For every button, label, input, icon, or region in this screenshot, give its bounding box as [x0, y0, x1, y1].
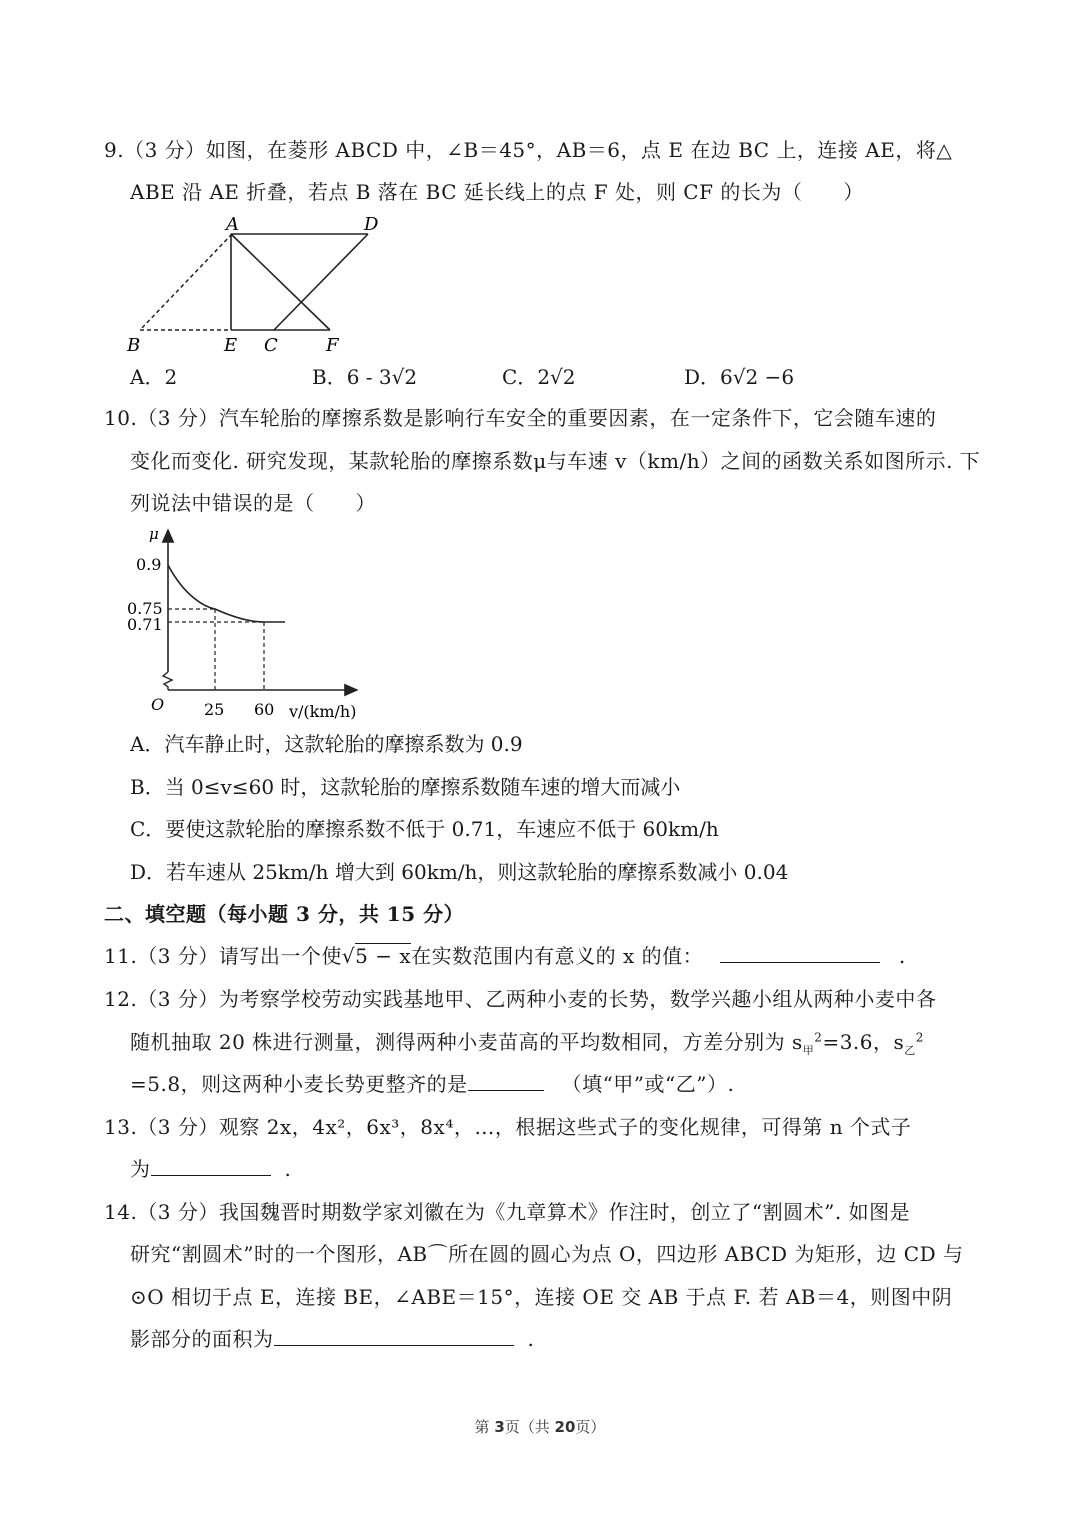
q11-text-after: 在实数范围内有意义的 x 的值：	[411, 944, 704, 968]
q12-text-2a: 随机抽取 20 株进行测量，测得两种小麦苗高的平均数相同，方差分别为 s	[130, 1030, 803, 1054]
line-cd	[274, 234, 368, 330]
q14-number: 14.	[104, 1200, 138, 1224]
option-label: A．	[130, 732, 165, 756]
option-label: C．	[130, 817, 166, 841]
q14-line2	[130, 1240, 963, 1268]
q13-text-1: 观察 2x，4x²，6x³，8x⁴，…，根据这些式子的变化规律，可得第 n 个式子	[218, 1115, 912, 1139]
label-a: A	[226, 214, 239, 235]
q14-text-4: 影部分的面积为	[130, 1327, 274, 1351]
option-label: C．	[502, 365, 538, 389]
origin-label: O	[151, 695, 165, 714]
q9-option-c[interactable]	[502, 363, 576, 391]
option-label: B．	[312, 365, 347, 389]
y-tick-071: 0.71	[127, 615, 163, 634]
q10-line3	[130, 489, 376, 517]
q12-line1	[104, 985, 936, 1013]
q10-option-c[interactable]	[130, 815, 719, 843]
q14-answer-blank[interactable]	[274, 1325, 514, 1346]
q9-text-1: 如图，在菱形 ABCD 中，∠B＝45°，AB＝6，点 E 在边 BC 上，连接 AE，将△	[205, 138, 953, 162]
q10-text-3: 列说法中错误的是（ ）	[130, 491, 376, 515]
label-c: C	[264, 335, 278, 356]
q14-score: （3 分）	[137, 1200, 219, 1224]
q12-text-2b: =3.6，s	[822, 1030, 905, 1054]
option-text: 6 - 3√2	[346, 365, 418, 389]
y-axis-label: μ	[149, 525, 159, 543]
q9-text-2: ABE 沿 AE 折叠，若点 B 落在 BC 延长线上的点 F 处，则 CF 的长为（ ）	[130, 180, 864, 204]
q9-option-b[interactable]	[312, 363, 417, 391]
q14-line1	[104, 1198, 910, 1226]
q13-number: 13.	[104, 1115, 138, 1139]
option-label: A．	[130, 365, 165, 389]
option-label: B．	[130, 775, 165, 799]
option-text: 若车速从 25km/h 增大到 60km/h，则这款轮胎的摩擦系数减小 0.04	[166, 860, 789, 884]
q10-score: （3 分）	[137, 406, 219, 430]
label-d: D	[364, 214, 379, 235]
q9-number: 9.	[104, 138, 125, 162]
axis-break-icon	[163, 672, 172, 690]
q12-text-3b: （填“甲”或“乙”）.	[561, 1072, 735, 1096]
q12-score: （3 分）	[137, 987, 219, 1011]
q9-option-d[interactable]	[684, 363, 794, 391]
q10-option-b[interactable]	[130, 773, 680, 801]
q13-answer-blank[interactable]	[151, 1155, 271, 1176]
option-text: 6√2 −6	[720, 365, 795, 389]
mu-curve	[168, 565, 285, 622]
q9-rhombus-figure	[120, 210, 400, 360]
option-text: 要使这款轮胎的摩擦系数不低于 0.71，车速应不低于 60km/h	[165, 817, 719, 841]
q14-line3	[130, 1283, 952, 1311]
y-tick-075: 0.75	[127, 599, 163, 618]
q14-text-3: ⊙O 相切于点 E，连接 BE，∠ABE＝15°，连接 OE 交 AB 于点 F. 若 AB＝4，则图中阴	[130, 1285, 953, 1309]
q11-answer-blank[interactable]	[720, 942, 880, 963]
option-label: D．	[130, 860, 167, 884]
q13-text-2: 为	[130, 1157, 151, 1181]
q12-text-3a: =5.8，则这两种小麦长势更整齐的是	[130, 1072, 468, 1096]
q11-text-before: 请写出一个使	[218, 944, 342, 968]
q10-number: 10.	[104, 406, 138, 430]
q12-sub-yi: 乙	[904, 1044, 916, 1057]
x-tick-25: 25	[204, 700, 225, 719]
q12-sub-jia: 甲	[802, 1044, 815, 1057]
footer-prefix: 第	[474, 1418, 495, 1436]
q12-number: 12.	[104, 987, 138, 1011]
q11-end: .	[898, 944, 906, 968]
q11-score: （3 分）	[137, 944, 219, 968]
q13-end: .	[284, 1157, 292, 1181]
x-tick-60: 60	[254, 700, 275, 719]
section-2-title: 二、填空题（每小题 3 分，共 15 分）	[104, 902, 465, 926]
q12-answer-blank[interactable]	[468, 1070, 544, 1091]
page-number: 3	[494, 1418, 505, 1436]
q10-friction-chart	[125, 522, 375, 722]
q10-line1	[104, 404, 936, 432]
q12-line2: 随机抽取 20 株进行测量，测得两种小麦苗高的平均数相同，方差分别为 $s_甲^2=3.6$，$s_乙^2$	[130, 1030, 924, 1057]
q10-option-d[interactable]	[130, 858, 788, 886]
q14-text-1: 我国魏晋时期数学家刘徽在为《九章算术》作注时，创立了“割圆术”. 如图是	[218, 1200, 911, 1224]
q10-text-2: 变化而变化. 研究发现，某款轮胎的摩擦系数μ与车速 v（km/h）之间的函数关系如图所示. 下	[130, 449, 981, 473]
page-total: 20	[554, 1418, 576, 1436]
q13-line1	[104, 1113, 911, 1141]
q9-score: （3 分）	[124, 138, 206, 162]
q13-score: （3 分）	[137, 1115, 219, 1139]
option-label: D．	[684, 365, 721, 389]
footer-suffix: 页）	[575, 1418, 606, 1436]
q11-radical: 5 − x	[355, 944, 412, 968]
q10-line2	[130, 447, 980, 475]
option-text: 汽车静止时，这款轮胎的摩擦系数为 0.9	[164, 732, 523, 756]
q14-end: .	[527, 1327, 535, 1351]
q12-text-1: 为考察学校劳动实践基地甲、乙两种小麦的长势，数学兴趣小组从两种小麦中各	[218, 987, 937, 1011]
dashed-ab	[140, 234, 232, 330]
x-axis-label: v/(km/h)	[289, 702, 357, 721]
option-text: 2	[164, 365, 178, 389]
q13-line2	[130, 1155, 291, 1183]
q9-line2	[130, 178, 864, 206]
y-tick-09: 0.9	[136, 555, 162, 574]
page-footer	[0, 1416, 1080, 1437]
option-text: 当 0≤v≤60 时，这款轮胎的摩擦系数随车速的增大而减小	[164, 775, 681, 799]
sqrt-icon: √	[341, 944, 356, 968]
line-af	[231, 234, 330, 330]
q9-option-a[interactable]	[130, 363, 177, 391]
q11-line	[104, 942, 906, 970]
q11-number: 11.	[104, 944, 138, 968]
label-b: B	[127, 335, 141, 356]
q14-text-2: 研究“割圆术”时的一个图形，AB⌒所在圆的圆心为点 O，四边形 ABCD 为矩形，边 CD 与	[130, 1242, 964, 1266]
q9-line1	[104, 136, 952, 164]
q14-line4	[130, 1325, 534, 1353]
footer-middle: 页（共	[504, 1418, 555, 1436]
q10-text-1: 汽车轮胎的摩擦系数是影响行车安全的重要因素，在一定条件下，它会随车速的	[218, 406, 937, 430]
label-f: F	[326, 335, 339, 356]
q10-option-a[interactable]	[130, 730, 523, 758]
q12-line3	[130, 1070, 734, 1098]
label-e: E	[224, 335, 238, 356]
option-text: 2√2	[537, 365, 576, 389]
